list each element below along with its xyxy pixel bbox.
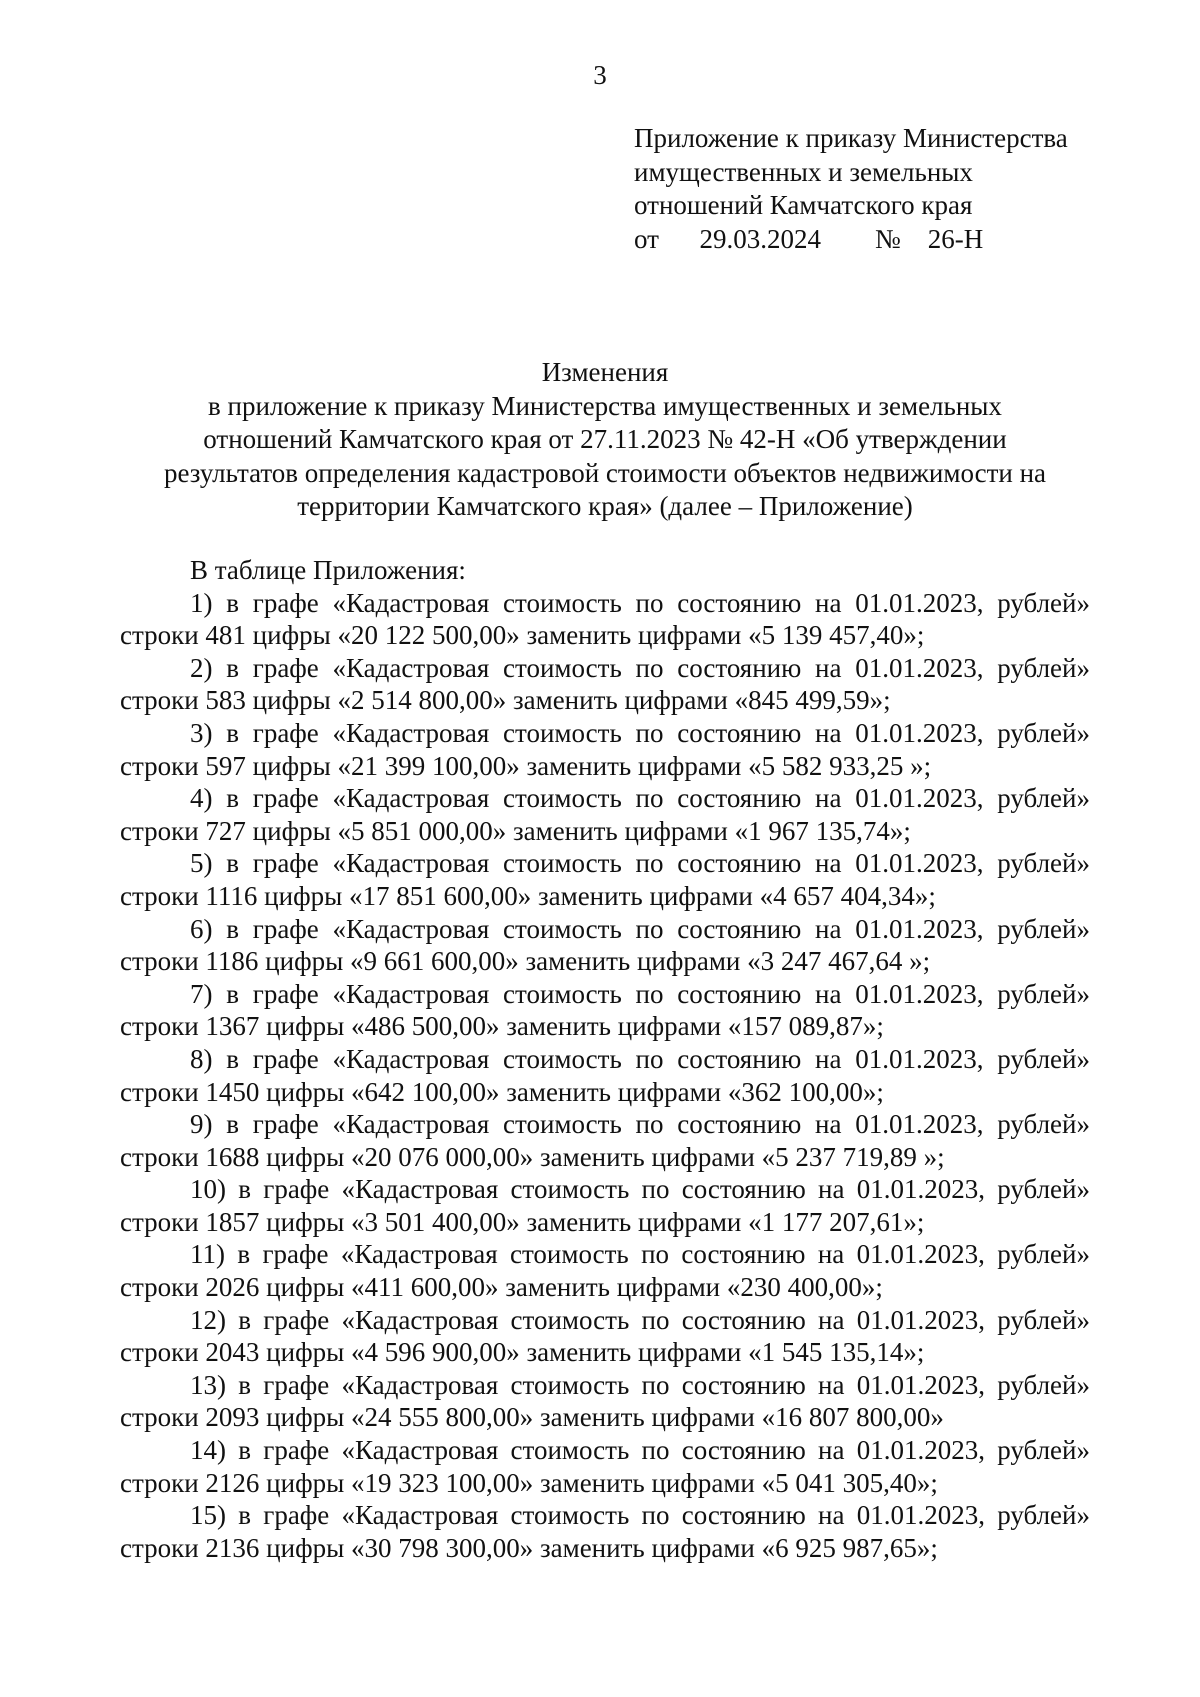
item-line2: строки 2126 цифры «19 323 100,00» заменить цифрами «5 041 305,40»;	[120, 1467, 938, 1498]
list-item	[120, 782, 1090, 847]
item-line1: 2) в графе «Кадастровая стоимость по состоянию на 01.01.2023, рублей»	[190, 652, 1090, 683]
list-item	[120, 1108, 1090, 1173]
item-line2: строки 1450 цифры «642 100,00» заменить цифрами «362 100,00»;	[120, 1076, 884, 1107]
item-line1: 4) в графе «Кадастровая стоимость по состоянию на 01.01.2023, рублей»	[190, 783, 1090, 814]
list-item	[120, 847, 1090, 912]
document-body	[120, 554, 1090, 1564]
item-line2: строки 2026 цифры «411 600,00» заменить цифрами «230 400,00»;	[120, 1272, 883, 1303]
item-line2: строки 2093 цифры «24 555 800,00» заменить цифрами «16 807 800,00»	[120, 1402, 944, 1433]
item-line1: 10) в графе «Кадастровая стоимость по состоянию на 01.01.2023, рублей»	[190, 1174, 1090, 1205]
list-item	[120, 1499, 1090, 1564]
annex-order-reference: от 29.03.2024 № 26-Н	[634, 223, 984, 254]
item-line2: строки 481 цифры «20 122 500,00» заменить цифрами «5 139 457,40»;	[120, 620, 925, 651]
item-line1: 3) в графе «Кадастровая стоимость по состоянию на 01.01.2023, рублей»	[190, 717, 1090, 748]
item-line1: 6) в графе «Кадастровая стоимость по состоянию на 01.01.2023, рублей»	[190, 913, 1090, 944]
heading-line: территории Камчатского края» (далее – Приложение)	[297, 491, 913, 521]
intro-paragraph: В таблице Приложения:	[190, 555, 466, 585]
list-item	[120, 652, 1090, 717]
heading-line: в приложение к приказу Министерства имущественных и земельных	[208, 390, 1002, 421]
list-item	[120, 1304, 1090, 1369]
list-item	[120, 1434, 1090, 1499]
list-item	[120, 1369, 1090, 1434]
list-item	[120, 1238, 1090, 1303]
annex-line: Приложение к приказу Министерства	[634, 123, 1068, 153]
item-line1: 5) в графе «Кадастровая стоимость по состоянию на 01.01.2023, рублей»	[190, 848, 1090, 879]
annex-block	[634, 122, 1068, 256]
list-item	[120, 978, 1090, 1043]
document-heading	[120, 356, 1090, 524]
heading-title: Изменения	[541, 357, 669, 387]
list-item	[120, 717, 1090, 782]
annex-line: отношений Камчатского края	[634, 190, 973, 220]
item-line1: 11) в графе «Кадастровая стоимость по состоянию на 01.01.2023, рублей»	[190, 1239, 1090, 1270]
heading-line: отношений Камчатского края от 27.11.2023 № 42-Н «Об утверждении	[203, 424, 1007, 454]
item-line2: строки 583 цифры «2 514 800,00» заменить цифрами «845 499,59»;	[120, 685, 891, 716]
list-item	[120, 913, 1090, 978]
list-item	[120, 1043, 1090, 1108]
list-item	[120, 1173, 1090, 1238]
item-line2: строки 1688 цифры «20 076 000,00» заменить цифрами «5 237 719,89 »;	[120, 1141, 945, 1172]
item-line2: строки 1367 цифры «486 500,00» заменить цифрами «157 089,87»;	[120, 1011, 884, 1042]
item-line1: 15) в графе «Кадастровая стоимость по состоянию на 01.01.2023, рублей»	[190, 1500, 1090, 1531]
annex-line: имущественных и земельных	[634, 156, 973, 187]
item-line2: строки 1186 цифры «9 661 600,00» заменить цифрами «3 247 467,64 »;	[120, 946, 931, 977]
item-line2: строки 1857 цифры «3 501 400,00» заменить цифрами «1 177 207,61»;	[120, 1206, 925, 1237]
item-line2: строки 1116 цифры «17 851 600,00» заменить цифрами «4 657 404,34»;	[120, 880, 936, 911]
item-line2: строки 597 цифры «21 399 100,00» заменить цифрами «5 582 933,25 »;	[120, 750, 932, 781]
list-item	[120, 587, 1090, 652]
page-number: 3	[593, 60, 607, 90]
item-line1: 12) в графе «Кадастровая стоимость по состоянию на 01.01.2023, рублей»	[190, 1304, 1090, 1335]
item-line1: 1) в графе «Кадастровая стоимость по состоянию на 01.01.2023, рублей»	[190, 587, 1090, 618]
item-line1: 8) в графе «Кадастровая стоимость по состоянию на 01.01.2023, рублей»	[190, 1043, 1090, 1074]
item-line1: 9) в графе «Кадастровая стоимость по состоянию на 01.01.2023, рублей»	[190, 1109, 1090, 1140]
item-line2: строки 727 цифры «5 851 000,00» заменить цифрами «1 967 135,74»;	[120, 815, 911, 846]
item-line2: строки 2043 цифры «4 596 900,00» заменить цифрами «1 545 135,14»;	[120, 1337, 925, 1368]
heading-line: результатов определения кадастровой стоимости объектов недвижимости на	[163, 457, 1047, 488]
item-line1: 7) в графе «Кадастровая стоимость по состоянию на 01.01.2023, рублей»	[190, 978, 1090, 1009]
item-line2: строки 2136 цифры «30 798 300,00» заменить цифрами «6 925 987,65»;	[120, 1532, 938, 1563]
item-line1: 14) в графе «Кадастровая стоимость по состоянию на 01.01.2023, рублей»	[190, 1435, 1090, 1466]
item-line1: 13) в графе «Кадастровая стоимость по состоянию на 01.01.2023, рублей»	[190, 1369, 1090, 1400]
